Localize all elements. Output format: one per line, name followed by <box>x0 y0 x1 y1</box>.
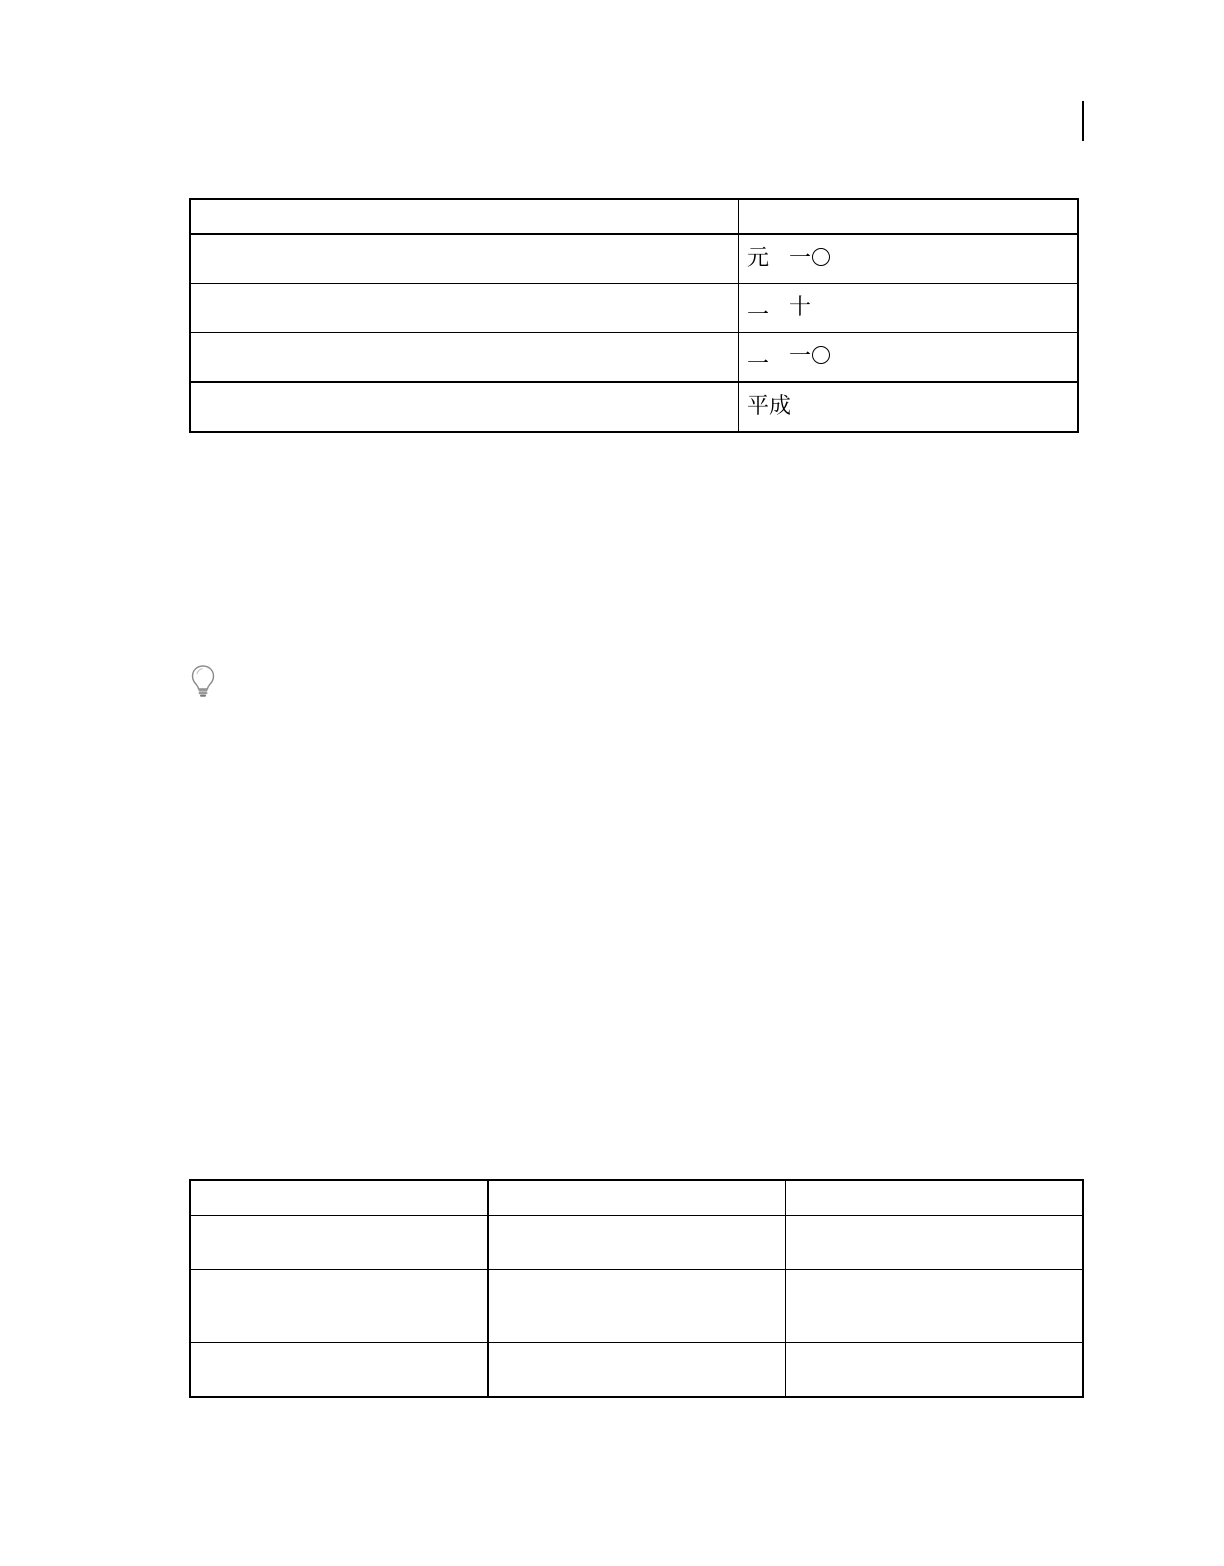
circle-glyph <box>812 248 830 266</box>
table-header-row <box>190 199 1078 234</box>
era-table <box>189 198 1079 433</box>
table-header-cell <box>190 199 739 234</box>
table-header-row <box>190 1180 1083 1216</box>
era-glyph: 一 <box>747 303 770 328</box>
era-glyph: 元 <box>747 246 770 271</box>
table-row <box>190 1343 1083 1398</box>
table-cell <box>488 1343 786 1398</box>
table-header-cell <box>488 1180 786 1216</box>
table-cell <box>786 1216 1084 1270</box>
table-row <box>190 284 1078 333</box>
table-cell <box>190 382 739 432</box>
lightbulb-icon <box>190 664 216 698</box>
table-cell <box>488 1216 786 1270</box>
era-glyph: 一 <box>747 352 770 377</box>
table-header-cell <box>786 1180 1084 1216</box>
table-cell <box>190 1270 488 1343</box>
data-table <box>189 1179 1084 1398</box>
era-glyphs: 平成 <box>747 394 792 419</box>
table-cell <box>786 1343 1084 1398</box>
table-row <box>190 382 1078 432</box>
table-header-cell <box>739 199 1079 234</box>
era-glyphs <box>739 295 812 328</box>
table-cell <box>190 284 739 333</box>
table-cell <box>786 1270 1084 1343</box>
table-cell <box>488 1270 786 1343</box>
table-row <box>190 1216 1083 1270</box>
table-cell <box>739 284 1079 333</box>
table-cell <box>739 382 1079 432</box>
table-row <box>190 333 1078 383</box>
header-rule <box>1082 101 1084 141</box>
table-row <box>190 234 1078 284</box>
circle-glyph <box>812 346 830 364</box>
era-glyph: 十 <box>789 295 812 320</box>
era-glyphs <box>739 344 830 377</box>
era-glyph: 一 <box>789 246 812 271</box>
table-header-cell <box>190 1180 488 1216</box>
table-cell <box>190 333 739 383</box>
era-glyph: 一 <box>789 344 812 369</box>
table-cell <box>739 234 1079 284</box>
table-cell <box>190 1216 488 1270</box>
table-row <box>190 1270 1083 1343</box>
era-glyphs <box>739 246 830 271</box>
table-cell <box>190 234 739 284</box>
table-cell <box>190 1343 488 1398</box>
table-cell <box>739 333 1079 383</box>
